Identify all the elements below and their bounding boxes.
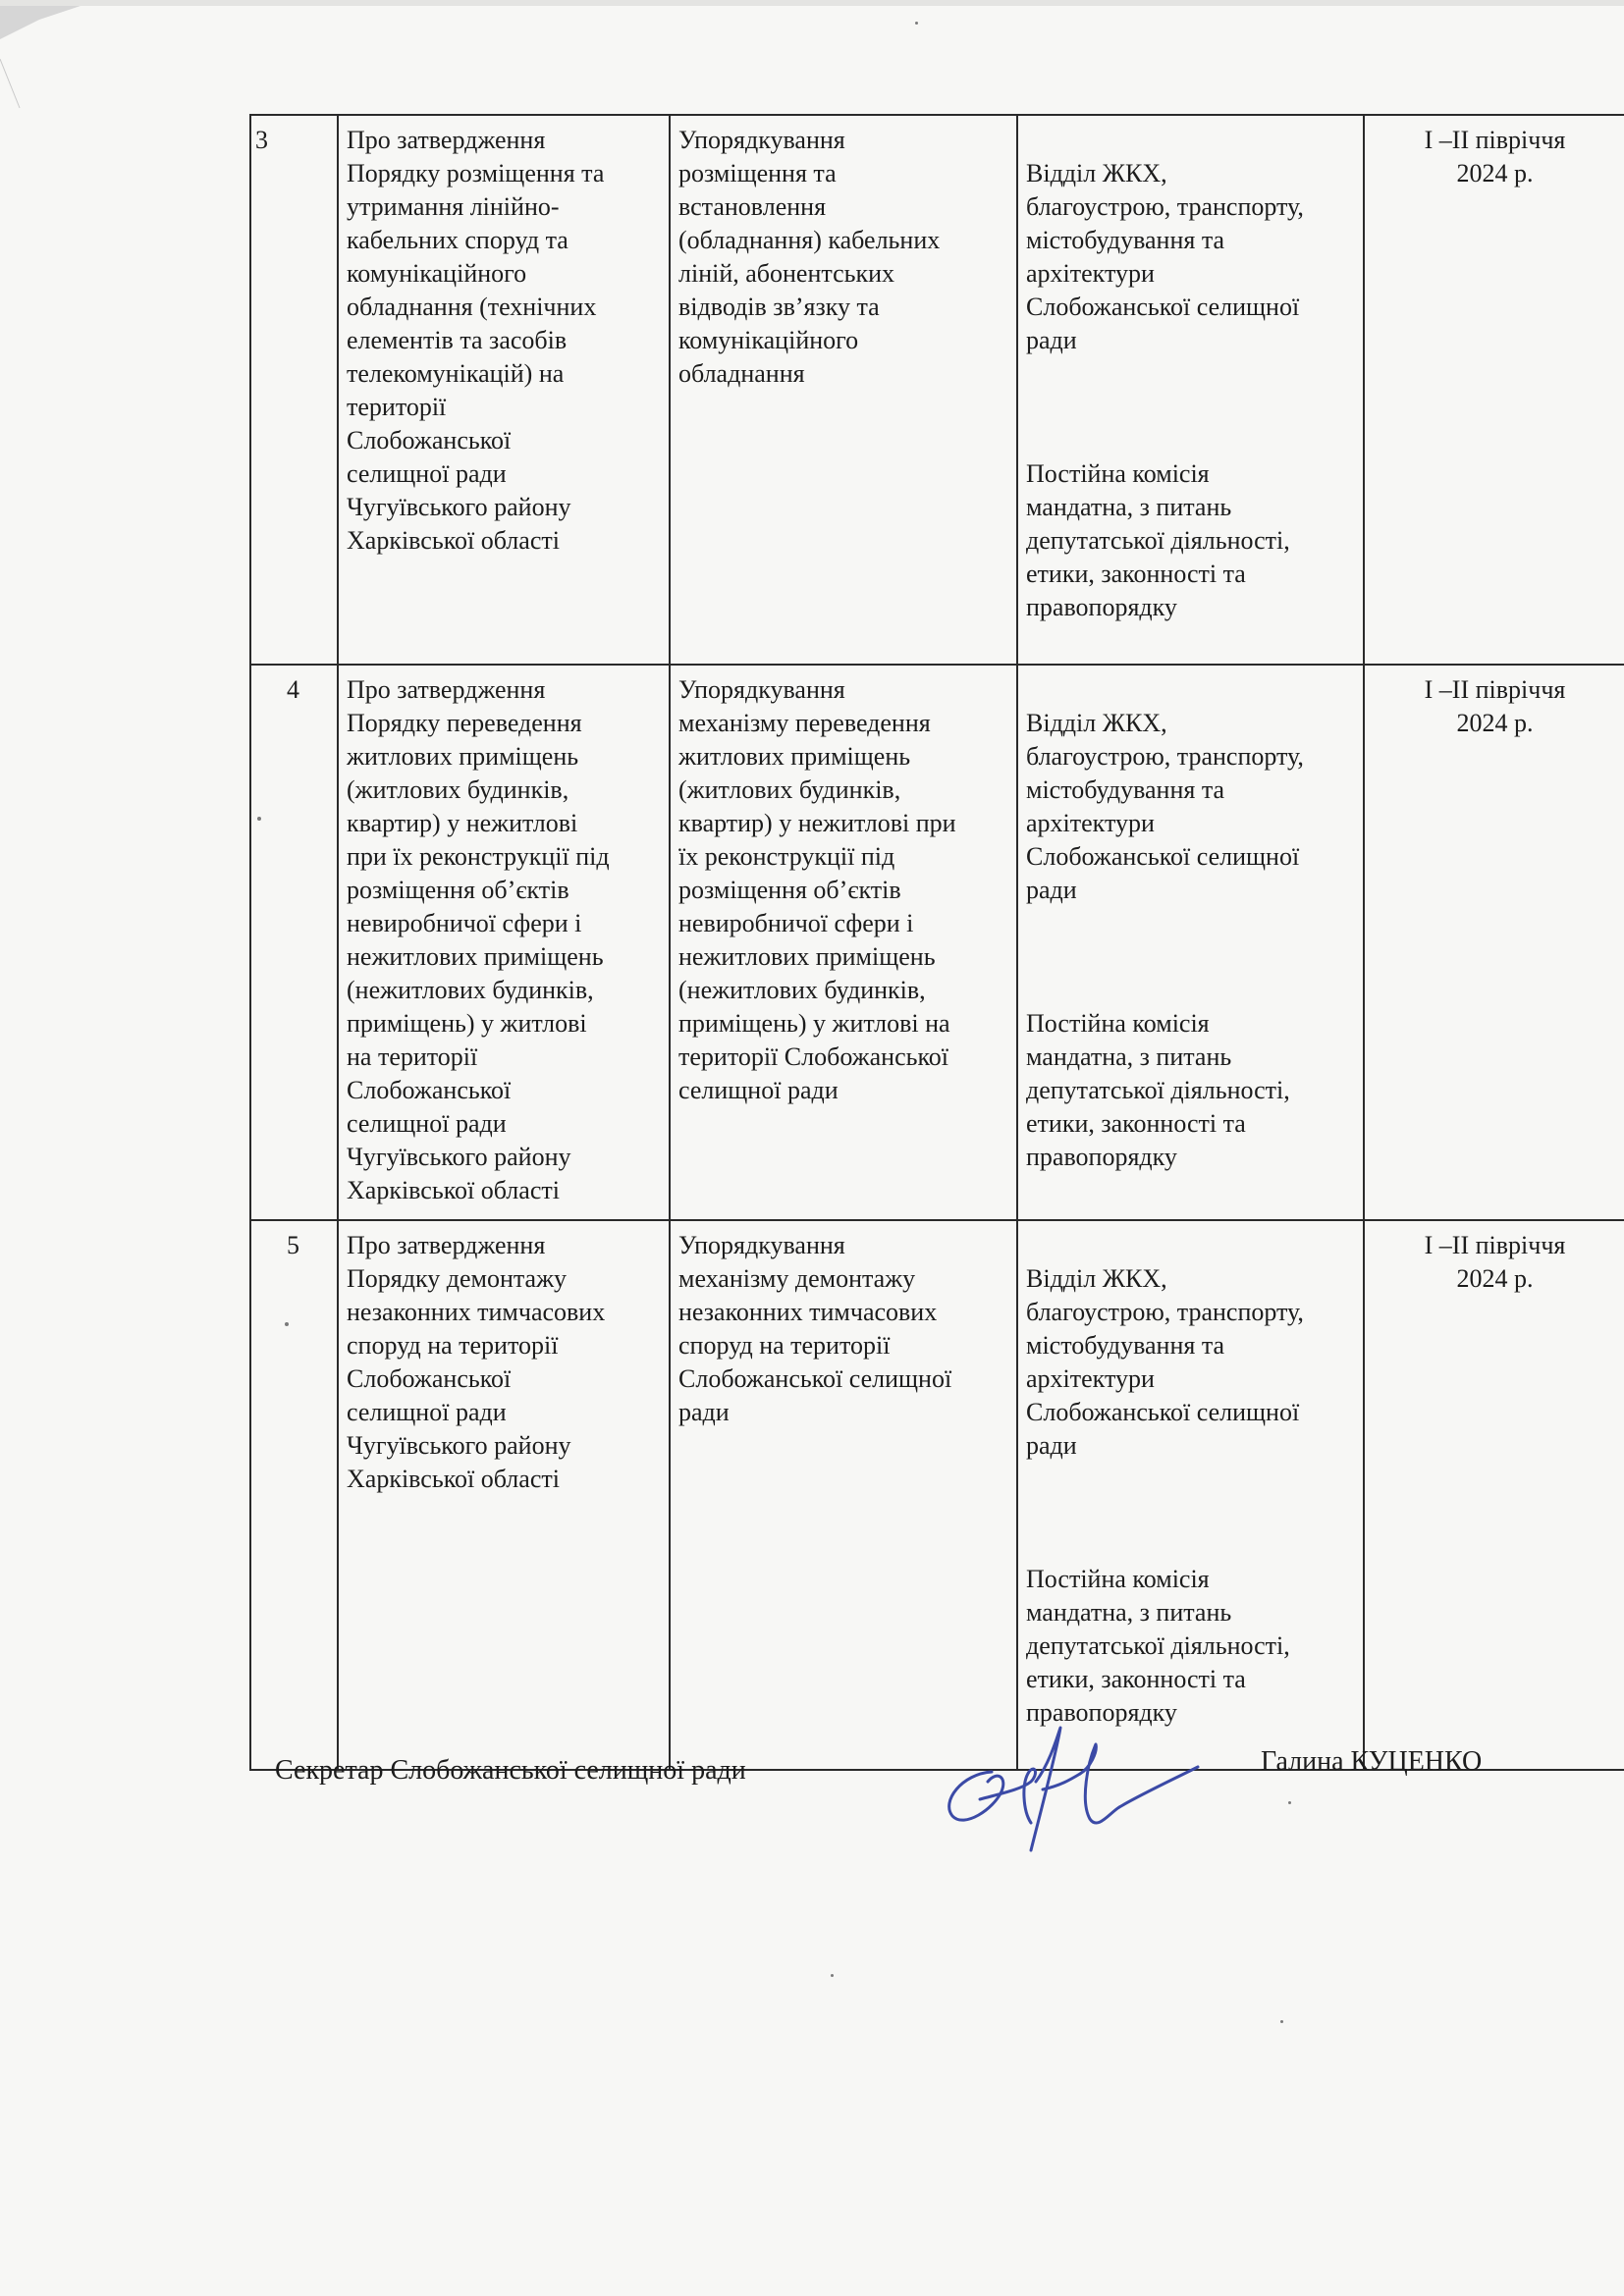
responsible-department: Відділ ЖКХ, благоустрою, транспорту, містобудування та архітектури Слобожанської селищної ради: [1026, 709, 1304, 904]
scan-speck: [257, 817, 261, 821]
row-number: 5: [250, 1220, 338, 1770]
row-purpose: Упорядкування розміщення та встановлення (обладнання) кабельних ліній, абонентських відводів зв’язку та комунікаційного обладнання: [670, 115, 1017, 665]
responsible-department: Відділ ЖКХ, благоустрою, транспорту, містобудування та архітектури Слобожанської селищної ради: [1026, 1264, 1304, 1460]
scan-speck: [915, 22, 918, 25]
responsible-commission: Постійна комісія мандатна, з питань депутатської діяльності, етики, законності та правопорядку: [1026, 1565, 1290, 1727]
scan-speck: [285, 1322, 289, 1326]
row-term: І –ІІ півріччя 2024 р.: [1364, 1220, 1624, 1770]
table-row: [250, 115, 1624, 665]
scan-speck: [831, 1974, 834, 1977]
row-number: 3: [250, 115, 338, 665]
row-title: Про затвердження Порядку демонтажу незаконних тимчасових споруд на території Слобожанської селищної ради Чугуївського району Харківської області: [338, 1220, 670, 1770]
row-purpose: Упорядкування механізму переведення житлових приміщень (житлових будинків, квартир) у нежитлові при їх реконструкції під розміщення об’єктів невиробничої сфери і нежитлових приміщень (нежитлових будинків, приміщень) у житлові на території Слобожанської селищної ради: [670, 665, 1017, 1220]
signature-icon: [933, 1713, 1218, 1860]
responsible-commission: Постійна комісія мандатна, з питань депутатської діяльності, етики, законності та правопорядку: [1026, 1009, 1290, 1171]
row-responsible: [1017, 665, 1364, 1220]
row-title: Про затвердження Порядку розміщення та утримання лінійно- кабельних споруд та комунікаційного обладнання (технічних елементів та засобів телекомунікацій) на території Слобожанської селищної ради Чугуївського району Харківської області: [338, 115, 670, 665]
row-responsible: [1017, 115, 1364, 665]
row-term: І –ІІ півріччя 2024 р.: [1364, 665, 1624, 1220]
signer-position: Секретар Слобожанської селищної ради: [275, 1755, 746, 1786]
plan-table: [249, 114, 1624, 1771]
row-number: 4: [250, 665, 338, 1220]
scan-speck: [1288, 1801, 1291, 1804]
row-term: І –ІІ півріччя 2024 р.: [1364, 115, 1624, 665]
signer-name: Галина КУЦЕНКО: [1261, 1746, 1483, 1777]
row-title: Про затвердження Порядку переведення житлових приміщень (житлових будинків, квартир) у нежитлові при їх реконструкції під розміщення об’єктів невиробничої сфери і нежитлових приміщень (нежитлових будинків, приміщень) у житлові на території Слобожанської селищної ради Чугуївського району Харківської області: [338, 665, 670, 1220]
row-purpose: Упорядкування механізму демонтажу незаконних тимчасових споруд на території Слобожанської селищної ради: [670, 1220, 1017, 1770]
responsible-commission: Постійна комісія мандатна, з питань депутатської діяльності, етики, законності та правопорядку: [1026, 459, 1290, 621]
row-responsible: [1017, 1220, 1364, 1770]
scan-speck: [1280, 2020, 1283, 2023]
table-row: [250, 665, 1624, 1220]
responsible-department: Відділ ЖКХ, благоустрою, транспорту, містобудування та архітектури Слобожанської селищної ради: [1026, 159, 1304, 354]
table-row: [250, 1220, 1624, 1770]
